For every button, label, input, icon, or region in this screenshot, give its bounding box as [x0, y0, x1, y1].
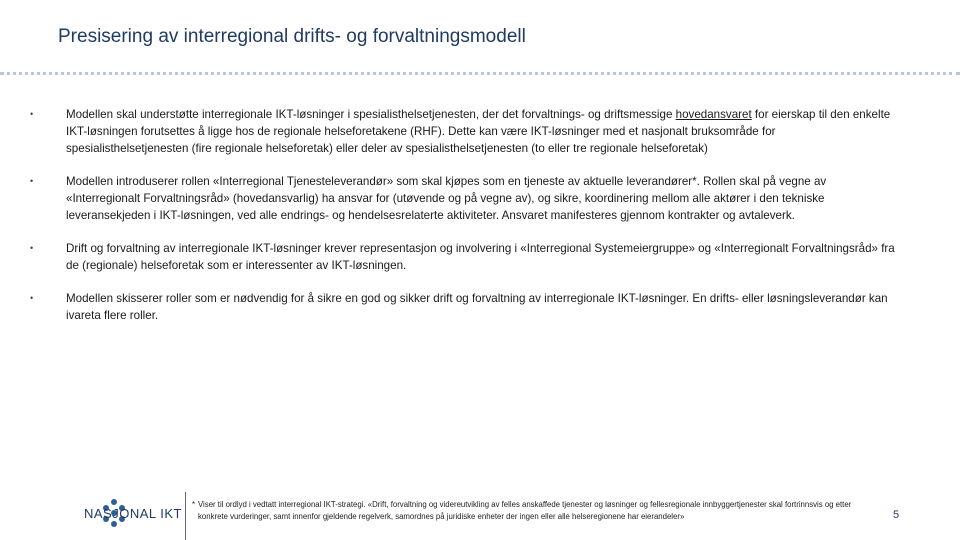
bullet-item: [30, 240, 900, 274]
footnote-mark: *: [192, 500, 196, 509]
slide-title: Presisering av interregional drifts- og forvaltningsmodell: [58, 26, 526, 47]
bullet-marker: •: [30, 293, 34, 303]
title-divider: [0, 72, 960, 75]
bullet-marker: •: [30, 176, 34, 186]
page-number: 5: [893, 509, 900, 521]
bullet-text: for eierskap til den enkelte IKT-løsningen forutsettes å ligge hos de regionale helseforetakene (RHF). Dette kan være IKT-løsninger med et nasjonalt bruksområde for spesialisthelsetjenesten (fire regionale helseforetak) eller deler av spesialisthelsetjenesten (to eller tre regionale helseforetak): [66, 108, 891, 155]
logo-text: NASJONAL IKT: [84, 506, 182, 521]
bullet-text: Modellen skal understøtte interregionale IKT-løsninger i spesialisthelsetjenesten, der det forvaltnings- og driftsmessige: [66, 108, 676, 121]
bullet-item: [30, 106, 900, 157]
bullet-text-underlined: hovedansvaret: [675, 108, 752, 121]
bullet-text: Drift og forvaltning av interregionale IKT-løsninger krever representasjon og involvering i «Interregional Systemeiergruppe» og «Interregionalt Forvaltningsråd» fra de (regionale) helseforetak som er interessenter av IKT-løsningen.: [66, 242, 895, 272]
bullet-item: [30, 173, 900, 224]
bullet-marker: •: [30, 243, 34, 253]
footer-divider: [185, 492, 186, 540]
bullet-item: [30, 290, 900, 324]
bullet-list: [30, 106, 900, 340]
bullet-text: Modellen skisserer roller som er nødvendig for å sikre en god og sikker drift og forvaltning av interregionale IKT-løsninger. En drifts- eller løsningsleverandør kan ivareta flere roller.: [66, 292, 888, 322]
footnote: [192, 499, 870, 523]
bullet-marker: •: [30, 109, 34, 119]
footnote-text: Viser til ordlyd i vedtatt interregional IKT-strategi. «Drift, forvaltning og videreutvikling av felles anskaffede tjenester og løsninger og fellesregionale innbyggertjenester skal fortrinnsvis og etter konkrete vurderinger, samt innenfor gjeldende regelverk, samordnes på juridiske enheter der ingen eller alle helseregionene har eierandeler»: [198, 500, 852, 521]
bullet-text: Modellen introduserer rollen «Interregional Tjenesteleverandør» som skal kjøpes som en tjeneste av aktuelle leverandører*. Rollen skal på vegne av «Interregionalt Forvaltningsråd» (hovedansvarlig) ha ansvar for (utøvende og på vegne av), og sikre, koordinering mellom alle aktører i den tekniske leveransekjeden i IKT-løsningen, ved alle endrings- og hendelsesrelaterte aktiviteter. Ansvaret manifesteres gjennom kontrakter og avtaleverk.: [66, 175, 827, 222]
